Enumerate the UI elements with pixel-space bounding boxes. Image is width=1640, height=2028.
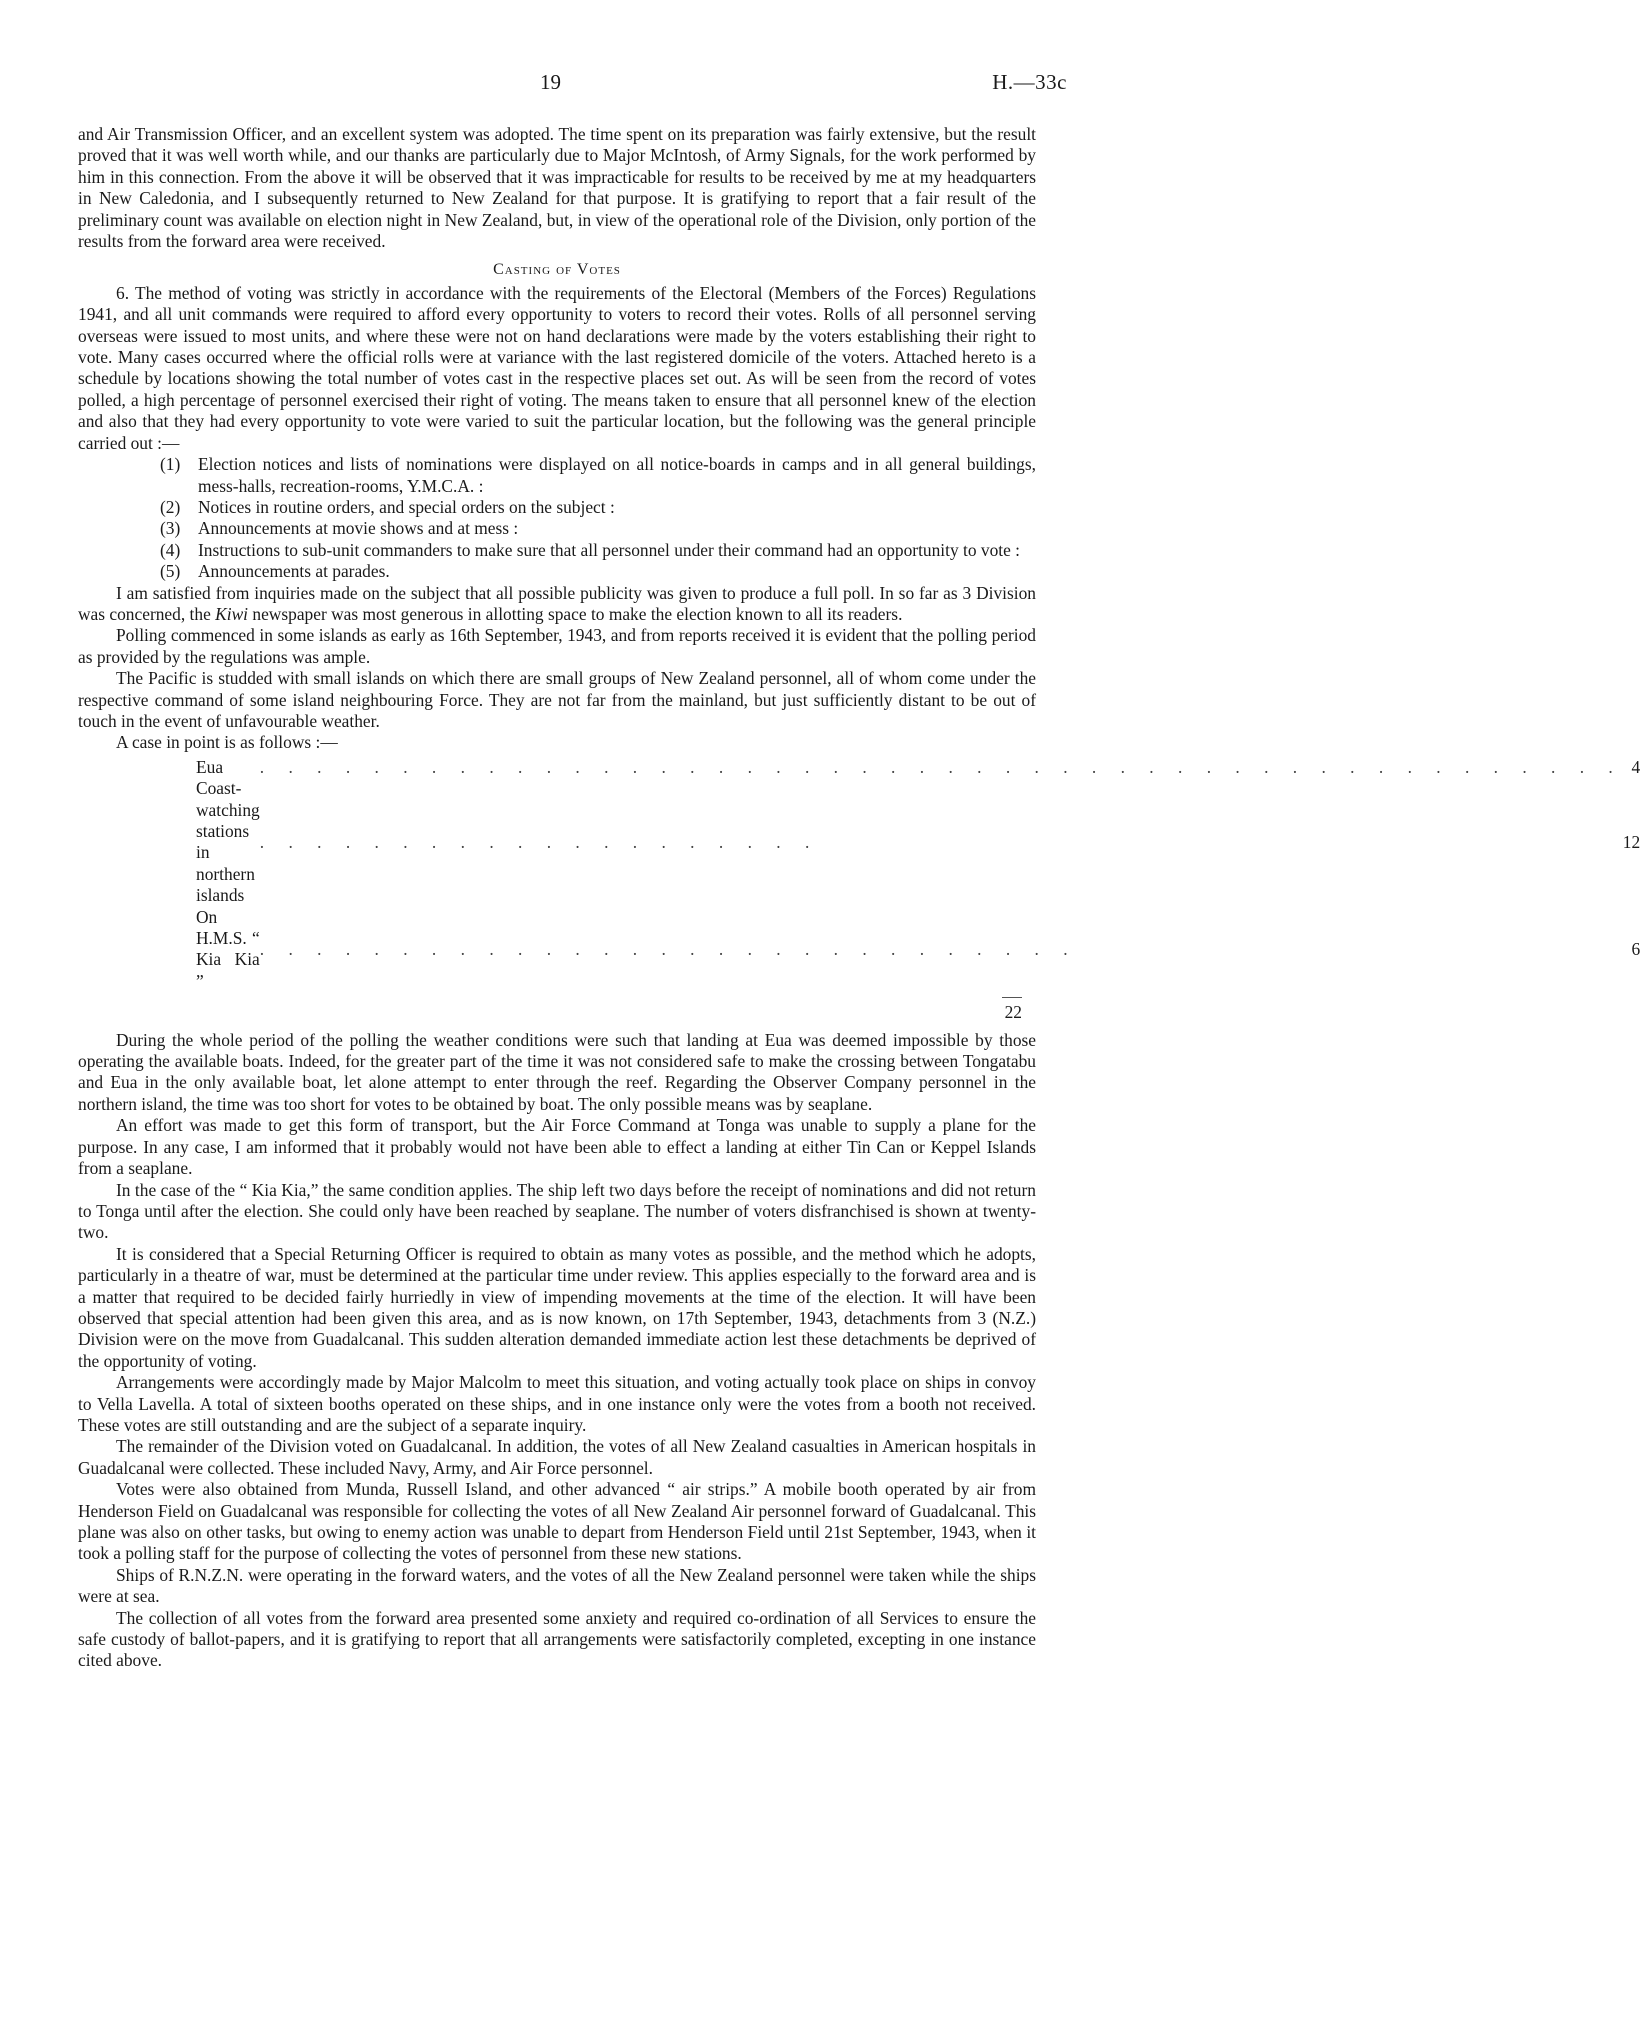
list-item-text: Announcements at parades. — [198, 561, 390, 582]
case-total: 22 — [1004, 1002, 1022, 1023]
list-item-text: Notices in routine orders, and special orders on the subject : — [198, 496, 615, 517]
table-row — [196, 757, 1640, 778]
row-value: 4 — [1631, 756, 1640, 777]
publicity-text-after: newspaper was most generous in allotting space to make the election known to all its readers. — [252, 603, 903, 624]
list-item — [78, 518, 1036, 539]
publicity-text-before: I am satisfied from inquiries made on the subject that all possible publicity was given to produce a full poll. In so far as 3 Division was concerned, the — [78, 582, 1036, 624]
special-officer-paragraph: It is considered that a Special Returning Officer is required to obtain as many votes as possible, and the method which he adopts, particularly in a theatre of war, must be determined at the particular time under review. This applies especially to the forward area and is a matter that required to be decided fairly hurriedly in view of impending movements at the time of the election. It will have been observed that special attention had been given this area, and as is now known, on 17th September, 1943, detachments from 3 (N.Z.) Division were on the move from Guadalcanal. This sudden alteration demanded immediate action lest these detachments be deprived of the opportunity of voting. — [78, 1243, 1036, 1371]
page-number: 19 — [540, 70, 561, 94]
document-reference: H.—33c — [992, 70, 1067, 94]
kiwi-newspaper-name: Kiwi — [215, 603, 249, 624]
dot-leader: . . . . . . . . . . . . . . . . . . . . . . . . . . . . . . . . . . . . . . . . . . . . . . . . — [259, 756, 1623, 777]
row-value: 6 — [1631, 938, 1640, 959]
table-row — [196, 778, 1640, 906]
list-item-number: (2) — [160, 496, 181, 517]
pacific-paragraph: The Pacific is studded with small islands on which there are small groups of New Zealand personnel, all of whom come under the respective command of some island neighbouring Force. They are not far from the mainland, but just sufficiently distant to be out of touch in the event of unfavourable weather. — [78, 668, 1036, 731]
list-item — [78, 540, 1036, 561]
ships-paragraph: Ships of R.N.Z.N. were operating in the forward waters, and the votes of all the New Zealand personnel were taken while the ships were at sea. — [78, 1564, 1036, 1607]
weather-paragraph: During the whole period of the polling the weather conditions were such that landing at Eua was deemed impossible by those operating the available boats. Indeed, for the greater part of the time it was not considered safe to make the crossing between Tongatabu and Eua in the only available boat, let alone attempt to enter through the reef. Regarding the Observer Company personnel in the northern island, the time was too short for votes to be obtained by boat. The only possible means was by seaplane. — [78, 1029, 1036, 1114]
list-item-text: Election notices and lists of nominations were displayed on all notice-boards in camps and in all general buildings, mess-halls, recreation-rooms, Y.M.C.A. : — [198, 454, 1036, 496]
intro-paragraph: and Air Transmission Officer, and an excellent system was adopted. The time spent on its preparation was fairly extensive, but the result proved that it was well worth while, and our thanks are particularly due to Major McIntosh, of Army Signals, for the work performed by him in this connection. From the above it will be observed that it was impracticable for results to be received by me at my headquarters in New Caledonia, and I subsequently returned to New Zealand for that purpose. It is gratifying to report that a fair result of the preliminary count was available on election night in New Zealand, but, in view of the operational role of the Division, only portion of the results from the forward area were received. — [78, 124, 1036, 252]
publicity-paragraph — [78, 583, 1036, 626]
row-label: Coast-watching stations in northern islands — [196, 778, 260, 906]
dot-leader: . . . . . . . . . . . . . . . . . . . . . . . . . . . . . — [259, 938, 1078, 959]
list-item-number: (5) — [160, 561, 181, 582]
row-label: Eua — [196, 756, 224, 777]
remainder-paragraph: The remainder of the Division voted on Guadalcanal. In addition, the votes of all New Zealand casualties in American hospitals in Guadalcanal were collected. These included Navy, Army, and Air Force personnel. — [78, 1436, 1036, 1478]
list-item-number: (1) — [160, 454, 181, 475]
list-item-text: Announcements at movie shows and at mess : — [198, 518, 519, 539]
arrangements-paragraph: Arrangements were accordingly made by Major Malcolm to meet this situation, and voting actually took place on ships in convoy to Vella Lavella. A total of sixteen booths operated on these ships, and in one instance only were the votes from a booth not received. These votes are still outstanding and are the subject of a separate inquiry. — [78, 1372, 1036, 1435]
collection-paragraph: The collection of all votes from the forward area presented some anxiety and required co-ordination of all Services to ensure the safe custody of ballot-papers, and it is gratifying to report that all arrangements were satisfactorily completed, excepting in one instance cited above. — [78, 1607, 1036, 1671]
list-item-number: (3) — [160, 518, 181, 539]
list-item — [78, 497, 1036, 518]
total-rule — [1002, 997, 1022, 998]
kia-kia-paragraph: In the case of the “ Kia Kia,” the same condition applies. The ship left two days before the receipt of nominations and did not return to Tonga until after the election. She could only have been reached by seaplane. The number of voters disfranchised is shown at twenty-two. — [78, 1179, 1036, 1243]
row-label: On H.M.S. “ Kia Kia ” — [196, 906, 260, 991]
section-heading: Casting of Votes — [493, 261, 621, 279]
report-body — [78, 124, 1640, 1672]
table-row — [196, 907, 1640, 993]
row-value: 12 — [1622, 831, 1640, 852]
list-item-number: (4) — [160, 539, 181, 560]
paragraph-6: 6. The method of voting was strictly in accordance with the requirements of the Electoral (Members of the Forces) Regulations 1941, and all unit commands were required to afford every opportunity to voters to record their votes. Rolls of all personnel serving overseas were issued to most units, and where these were not on hand declarations were made by the voters establishing their right to vote. Many cases occurred where the official rolls were at variance with the last registered domicile of the voters. Attached hereto is a schedule by locations showing the total number of votes cast in the respective places set out. As will be seen from the record of votes polled, a high percentage of personnel exercised their right of voting. The means taken to ensure that all personnel knew of the election and also that they had every opportunity to vote were varied to suit the particular location, but the following was the general principle carried out :— — [78, 282, 1036, 453]
dot-leader: . . . . . . . . . . . . . . . . . . . . — [259, 831, 820, 852]
case-intro: A case in point is as follows :— — [116, 732, 338, 753]
disfranchised-table — [196, 757, 1640, 992]
list-item — [78, 454, 1036, 497]
principles-list — [78, 454, 1036, 582]
list-item-text: Instructions to sub-unit commanders to make sure that all personnel under their command had an opportunity to vote : — [198, 539, 1021, 560]
polling-paragraph: Polling commenced in some islands as early as 16th September, 1943, and from reports received it is evident that the polling period as provided by the regulations was ample. — [78, 625, 1036, 667]
munda-paragraph: Votes were also obtained from Munda, Russell Island, and other advanced “ air strips.” A mobile booth operated by air from Henderson Field on Guadalcanal was responsible for collecting the votes of all New Zealand Air personnel forward of Guadalcanal. This plane was also on other tasks, but owing to enemy action was unable to depart from Henderson Field until 21st September, 1943, when it took a polling staff for the purpose of collecting the votes of personnel from these new stations. — [78, 1479, 1036, 1564]
list-item — [78, 561, 1036, 582]
effort-paragraph: An effort was made to get this form of transport, but the Air Force Command at Tonga was unable to supply a plane for the purpose. In any case, I am informed that it probably would not have been able to effect a landing at either Tin Can or Keppel Islands from a seaplane. — [78, 1115, 1036, 1179]
